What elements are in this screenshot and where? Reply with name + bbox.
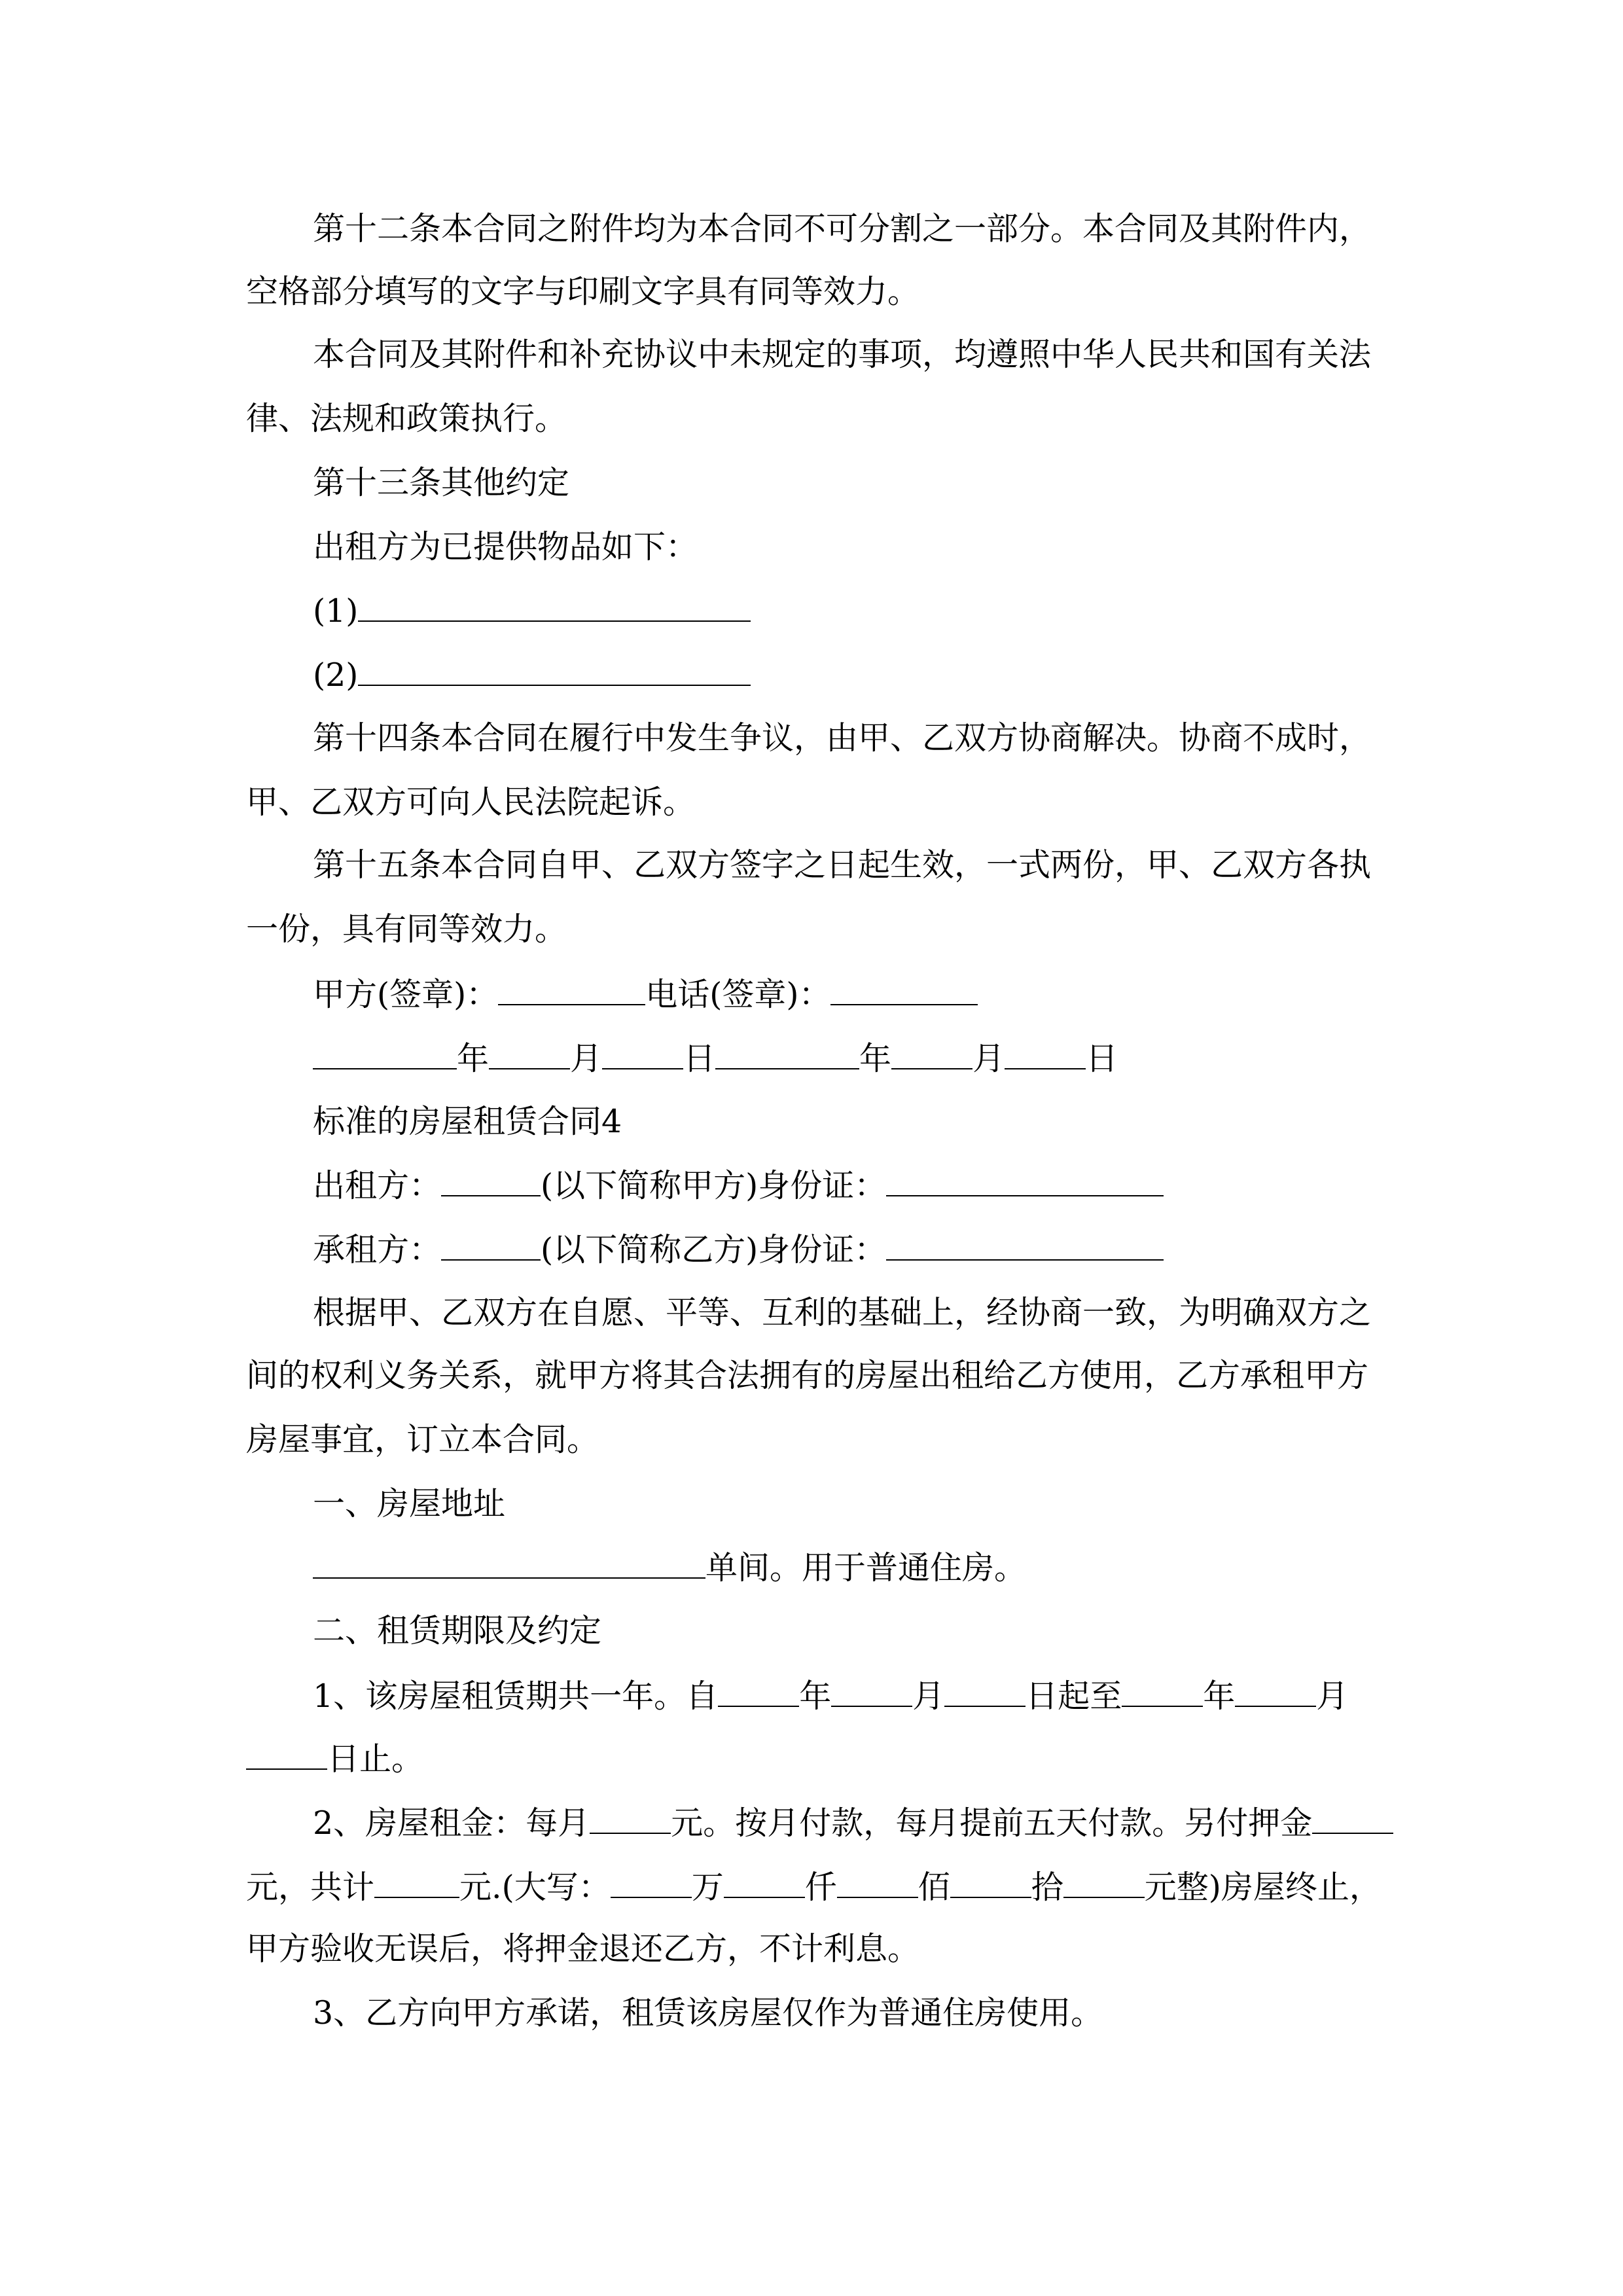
- lessee-line: [313, 1229, 1164, 1268]
- date-line: [313, 1038, 1118, 1077]
- lessor-id-blank[interactable]: [886, 1165, 1164, 1196]
- article-12-line-1: 第十二条本合同之附件均为本合同不可分割之一部分。本合同及其附件内，: [313, 210, 1372, 247]
- term-from-label: 日起至: [1026, 1677, 1122, 1715]
- item-1-blank[interactable]: [358, 590, 751, 622]
- lessee-id-blank[interactable]: [886, 1229, 1164, 1261]
- law-paragraph-line-2: 律、法规和政策执行。: [246, 400, 567, 437]
- month-label-2: 月: [972, 1040, 1005, 1077]
- phone-signature-label: 电话(签章)：: [645, 976, 831, 1013]
- term-to-month-blank[interactable]: [1235, 1676, 1316, 1707]
- total-amount-blank[interactable]: [374, 1867, 459, 1898]
- refund-line: 甲方验收无误后，将押金退还乙方，不计利息。: [246, 1930, 920, 1967]
- item-2: [313, 655, 751, 694]
- qian-blank[interactable]: [724, 1867, 805, 1898]
- term-line-2: [246, 1738, 423, 1778]
- article-15-line-1: 第十五条本合同自甲、乙双方签字之日起生效，一式两份，甲、乙双方各执: [313, 846, 1372, 884]
- date-day-blank-1[interactable]: [602, 1038, 683, 1069]
- bai-label: 佰: [918, 1869, 950, 1906]
- lessee-name-blank[interactable]: [441, 1229, 541, 1261]
- rent-line-1: [313, 1803, 1393, 1842]
- year-label-2: 年: [859, 1040, 892, 1077]
- term-year-label-1: 年: [799, 1677, 832, 1715]
- rent-unit-text: 元。按月付款，每月提前五天付款。另付押金: [671, 1804, 1313, 1842]
- signature-line: [313, 974, 978, 1013]
- party-a-signature-label: 甲方(签章)：: [313, 976, 499, 1013]
- party-a-signature-blank[interactable]: [498, 974, 645, 1005]
- bai-blank[interactable]: [837, 1867, 918, 1898]
- article-14-line-2: 甲、乙双方可向人民法院起诉。: [246, 783, 696, 821]
- term-year-label-2: 年: [1203, 1677, 1236, 1715]
- rent-label: 2、房屋租金：每月: [313, 1804, 590, 1842]
- item-1: [313, 590, 751, 630]
- lessor-label: 出租方：: [313, 1167, 442, 1204]
- shi-label: 拾: [1031, 1869, 1063, 1906]
- section-1-text: 单间。用于普通住房。: [705, 1549, 1027, 1587]
- use-line: 3、乙方向甲方承诺，租赁该房屋仅作为普通住房使用。: [313, 1994, 1103, 2032]
- section-1-address-line: [313, 1547, 1026, 1587]
- yuan-blank[interactable]: [1063, 1867, 1145, 1898]
- lessor-line: [313, 1165, 1164, 1204]
- month-label-1: 月: [570, 1040, 603, 1077]
- day-label-2: 日: [1086, 1040, 1118, 1077]
- term-month-label-1: 月: [912, 1677, 945, 1715]
- law-paragraph-line-1: 本合同及其附件和补充协议中未规定的事项，均遵照中华人民共和国有关法: [313, 336, 1372, 373]
- address-blank[interactable]: [313, 1547, 705, 1579]
- article-13-intro: 出租方为已提供物品如下：: [313, 528, 698, 565]
- date-month-blank-1[interactable]: [489, 1038, 570, 1069]
- term-text: 1、该房屋租赁期共一年。自: [313, 1677, 719, 1715]
- term-from-day-blank[interactable]: [944, 1676, 1026, 1707]
- date-year-blank-2[interactable]: [715, 1038, 859, 1069]
- shi-blank[interactable]: [950, 1867, 1031, 1898]
- year-label-1: 年: [457, 1040, 490, 1077]
- term-from-year-blank[interactable]: [718, 1676, 799, 1707]
- lessee-label: 承租方：: [313, 1231, 442, 1268]
- term-line-1: [313, 1676, 1348, 1715]
- day-label-1: 日: [683, 1040, 716, 1077]
- total-unit-text: 元.(大写：: [459, 1869, 611, 1906]
- lessee-alias: (以下简称乙方)身份证：: [541, 1231, 887, 1268]
- wan-label: 万: [691, 1869, 724, 1906]
- term-from-month-blank[interactable]: [831, 1676, 912, 1707]
- preamble-line-1: 根据甲、乙双方在自愿、平等、互利的基础上，经协商一致，为明确双方之: [313, 1294, 1372, 1331]
- contract-4-title: 标准的房屋租赁合同4: [313, 1103, 622, 1140]
- wan-blank[interactable]: [611, 1867, 692, 1898]
- total-label: 元，共计: [246, 1869, 375, 1906]
- item-2-label: (2): [313, 656, 359, 694]
- yuan-end-text: 元整)房屋终止，: [1144, 1869, 1382, 1906]
- section-2-title: 二、租赁期限及约定: [313, 1612, 602, 1649]
- rent-line-2: [246, 1867, 1382, 1906]
- phone-signature-blank[interactable]: [830, 974, 978, 1005]
- article-14-line-1: 第十四条本合同在履行中发生争议，由甲、乙双方协商解决。协商不成时，: [313, 719, 1372, 757]
- term-to-year-blank[interactable]: [1122, 1676, 1203, 1707]
- term-end-label: 日止。: [327, 1740, 424, 1778]
- item-1-label: (1): [313, 592, 359, 630]
- date-year-blank-1[interactable]: [313, 1038, 457, 1069]
- lessor-name-blank[interactable]: [441, 1165, 541, 1196]
- qian-label: 仟: [804, 1869, 837, 1906]
- date-day-blank-2[interactable]: [1005, 1038, 1086, 1069]
- article-12-line-2: 空格部分填写的文字与印刷文字具有同等效力。: [246, 273, 920, 310]
- lessor-alias: (以下简称甲方)身份证：: [541, 1167, 887, 1204]
- preamble-line-2: 间的权利义务关系，就甲方将其合法拥有的房屋出租给乙方使用，乙方承租甲方: [246, 1357, 1369, 1394]
- article-15-line-2: 一份，具有同等效力。: [246, 910, 567, 948]
- deposit-blank[interactable]: [1312, 1803, 1393, 1834]
- term-to-day-blank[interactable]: [246, 1738, 327, 1770]
- rent-amount-blank[interactable]: [590, 1803, 671, 1834]
- preamble-line-3: 房屋事宜，订立本合同。: [246, 1421, 599, 1458]
- section-1-title: 一、房屋地址: [313, 1485, 506, 1522]
- date-month-blank-2[interactable]: [891, 1038, 972, 1069]
- term-month-label-2: 月: [1316, 1677, 1349, 1715]
- item-2-blank[interactable]: [358, 655, 751, 686]
- article-13-title: 第十三条其他约定: [313, 464, 570, 501]
